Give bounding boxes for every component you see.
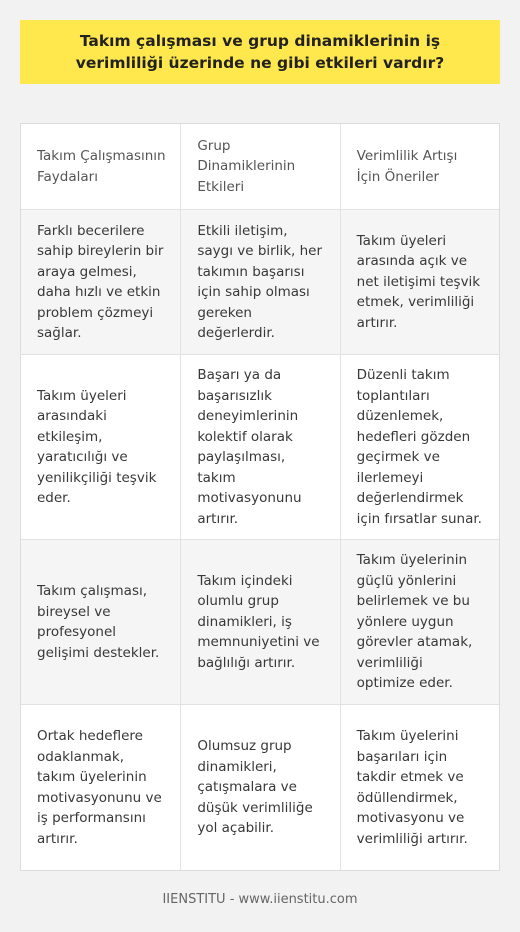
comparison-table: [20, 123, 500, 871]
table-cell: Etkili iletişim, saygı ve birlik, her takımın başarısı için sahip olması gereken değerlerdir.: [180, 210, 339, 354]
table-cell: Takım içindeki olumlu grup dinamikleri, iş memnuniyetini ve bağlılığı artırır.: [180, 540, 339, 704]
title-banner: [20, 20, 500, 84]
header-cell-suggestions: Verimlilik Artışı İçin Öneriler: [340, 124, 499, 209]
table-header-row: [21, 124, 499, 210]
footer-credit: IIENSTITU - www.iienstitu.com: [162, 892, 358, 907]
page-title: Takım çalışması ve grup dinamiklerinin iş verimliliği üzerinde ne gibi etkileri vardır?: [75, 32, 445, 72]
header-cell-effects: Grup Dinamiklerinin Etkileri: [180, 124, 339, 209]
table-cell: Takım çalışması, bireysel ve profesyonel gelişimi destekler.: [37, 583, 160, 661]
table-cell: Takım üyeleri arasında açık ve net iletişimi teşvik etmek, verimliliği artırır.: [340, 210, 499, 354]
table-cell: Takım üyelerinin güçlü yönlerini belirlemek ve bu yönlere uygun görevler atamak, verimliliği optimize eder.: [340, 540, 499, 704]
table-cell: Takım üyelerini başarıları için takdir etmek ve ödüllendirmek, motivasyonu ve verimliliği artırır.: [340, 705, 499, 870]
table-cell: Başarı ya da başarısızlık deneyimlerinin kolektif olarak paylaşılması, takım motivasyonunu artırır.: [180, 355, 339, 539]
table-cell: Takım üyeleri arasındaki etkileşim, yaratıcılığı ve yenilikçiliği teşvik eder.: [37, 387, 157, 506]
table-row: [21, 355, 499, 540]
table-row: [21, 705, 499, 870]
table-cell: Düzenli takım toplantıları düzenlemek, hedefleri gözden geçirmek ve ilerlemeyi değerlendirmek için fırsatlar sunar.: [340, 355, 499, 539]
header-cell-benefits: Takım Çalışmasının Faydaları: [37, 148, 166, 185]
table-row: [21, 540, 499, 705]
table-cell: Olumsuz grup dinamikleri, çatışmalara ve düşük verimliliğe yol açabilir.: [180, 705, 339, 870]
table-row: [21, 210, 499, 355]
table-cell: Farklı becerilere sahip bireylerin bir araya gelmesi, daha hızlı ve etkin problem çözmeyi sağlar.: [37, 222, 164, 341]
table-cell: Ortak hedeflere odaklanmak, takım üyelerinin motivasyonunu ve iş performansını artırır.: [37, 728, 162, 847]
